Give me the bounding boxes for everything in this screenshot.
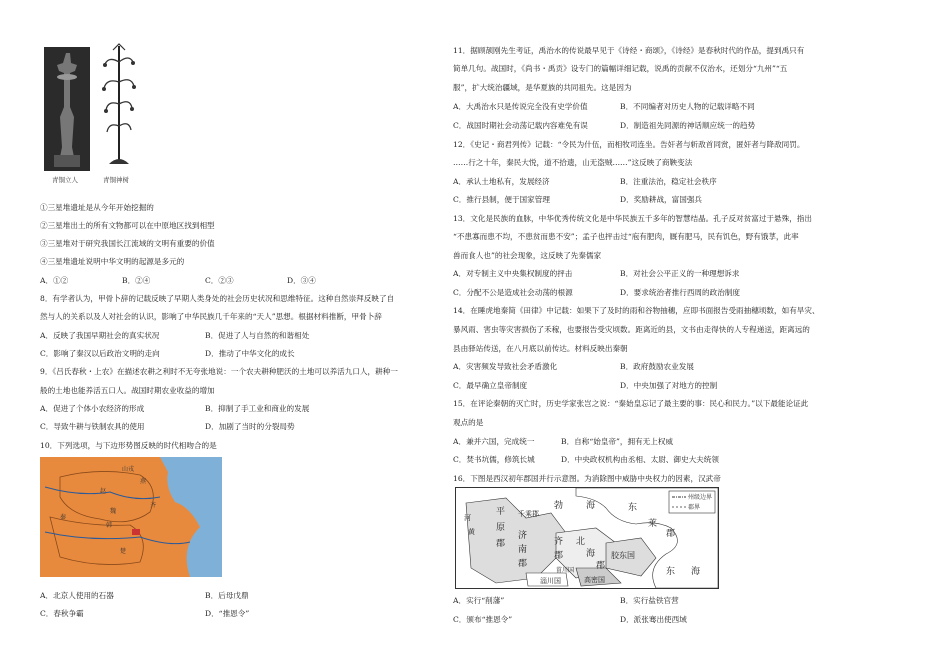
q7-option-c: C．②③: [205, 276, 234, 285]
q13-text-line3: 兽而食人也”的社会现象，这反映了先秦儒家: [453, 251, 602, 260]
map16-label-lai: 莱: [648, 518, 658, 528]
bronze-sacred-tree-photo: [101, 42, 137, 172]
map16-label-he: 河: [464, 515, 471, 522]
map16-label-jun2: 郡: [596, 560, 606, 570]
map16-label-yuan: 原: [496, 522, 506, 532]
q8-option-a: A．反映了我国早期社会的真实状况: [40, 331, 160, 340]
q13-option-d: D．要求统治者推行西周的政治制度: [620, 288, 740, 297]
statement-4: ④三星堆遗址说明中华文明的起源是多元的: [40, 257, 185, 266]
q16-option-d: D．派张骞出使西域: [620, 615, 687, 624]
map16-label-zichuan: 淄川国: [540, 578, 561, 585]
map10-label-han: 韩: [106, 523, 113, 529]
q16-text: 16．下图是西汉初年郡国并行示意图。为消除图中威胁中央权力的因素，汉武帝: [453, 474, 721, 483]
map16-label-gaomi: 高密国: [584, 577, 605, 584]
map16-label-qi: 齐: [554, 536, 564, 546]
q11-option-a: A．大禹治水只是传说完全没有史学价值: [453, 102, 588, 111]
q13-option-a: A．对专制主义中央集权制度的抨击: [453, 269, 573, 278]
q11-option-b: B．不同编者对历史人物的记载详略不同: [620, 102, 755, 111]
q12-option-b: B．注重法治，稳定社会秩序: [620, 177, 717, 186]
statement-2: ②三星堆出土的所有文物都可以在中原地区找到相型: [40, 221, 215, 230]
q7-option-a: A．①②: [40, 276, 69, 285]
map16-label-bei: 北: [576, 536, 586, 546]
map16-label-ji: 济: [518, 530, 528, 540]
map10-label-qi: 齐: [150, 503, 157, 509]
q11-text-line1: 11．据顾颉刚先生考证，禹治水的传说最早见于《诗经・商颂》，《诗经》是春秋时代的作品，提到禹只有: [453, 46, 805, 55]
q8-text-line2: 然与人的关系以及人对社会的认识，影响了中华民族几千年来的“天人”思想。根据材料推断，甲骨卜辞: [40, 312, 382, 321]
western-han-commandery-map: [455, 487, 719, 589]
map16-label-jun: 郡: [496, 538, 506, 548]
q16-option-c: C．颁布“推恩令”: [453, 615, 513, 624]
map16-label-huang: 黄: [468, 529, 475, 536]
bronze-standing-figure-photo: [44, 47, 90, 171]
q10-text: 10．下列选项，与下边形势图反映的时代相吻合的是: [40, 441, 217, 450]
q7-option-b: B．②④: [122, 276, 151, 285]
q14-option-d: D．中央加强了对地方的控制: [620, 381, 718, 390]
map16-label-dong: 东: [628, 502, 638, 512]
q8-text-line1: 8．有学者认为，甲骨卜辞的记载反映了早期人类身处的社会历史状况和思维特征。这种自然崇拜反映了自: [40, 294, 395, 303]
q9-text-line1: 9．《吕氏春秋・上农》在描述农耕之利时不无夸张地说：一个农夫耕种肥沃的土地可以养活九口人，耕种一: [40, 367, 398, 376]
q15-option-a: A．兼并六国，完成统一: [453, 437, 535, 446]
q14-text-line1: 14．在睡虎地秦简《田律》中记载：如果下了及时的雨和谷物抽穗，应即书面报告受雨抽穗顷数，如有旱灾、: [453, 306, 820, 315]
q15-text-line2: 观点的是: [453, 418, 484, 427]
q10-option-c: C．春秋争霸: [40, 609, 84, 618]
map16-label-ping: 平: [496, 506, 506, 516]
q15-option-d: D．中央政权机构由丞相、太尉、御史大夫统领: [561, 455, 719, 464]
map16-label-qiancheng: 千乘郡: [518, 511, 539, 518]
map16-label-bo: 勃: [554, 500, 564, 510]
q15-option-c: C．焚书坑儒，修筑长城: [453, 455, 535, 464]
map10-label-chu: 楚: [120, 549, 127, 555]
q11-option-c: C．战国时期社会动荡记载内容难免有误: [453, 121, 588, 130]
q14-text-line2: 暴风雨、害虫等灾害损伤了禾稼，也要报告受灾顷数。距离近的县，文书由走得快的人专程递送，距离远的: [453, 325, 810, 334]
map16-label-qi-jun: 郡: [554, 550, 564, 560]
q11-text-line2: 简单几句。战国时，《尚书・禹贡》设专门的篇幅详细记载，说禹的贡献不仅治水，还划分“九州”“五: [453, 64, 788, 73]
map16-label-ji-jun: 郡: [518, 558, 528, 568]
q10-option-d: D．“推恩令”: [205, 609, 250, 618]
q14-option-c: C．最早确立皇帝制度: [453, 381, 528, 390]
q9-option-a: A．促进了个体小农经济的形成: [40, 404, 145, 413]
q12-option-a: A．承认土地私有，发展经济: [453, 177, 550, 186]
map16-label-nan: 南: [518, 544, 528, 554]
q13-option-b: B．对社会公平正义的一种理想诉求: [620, 269, 740, 278]
q7-option-d: D．③④: [287, 276, 316, 285]
q10-option-b: B．后母戊鼎: [205, 591, 249, 600]
q13-text-line1: 13．文化是民族的血脉，中华优秀传统文化是中华民族五千多年的智慧结晶。孔子反对贫富过于悬殊，指出: [453, 214, 812, 223]
q15-option-b: B．自称“始皇帝”，拥有无上权威: [561, 437, 674, 446]
map16-label-dong2: 东: [666, 566, 676, 576]
q12-text-line1: 12．《史记・商君列传》记载：“令民为什伍，而相牧司连坐。告奸者与斩敌首同赏，匿奸者与降敌同罚。: [453, 140, 805, 149]
statement-3: ③三星堆对于研究我国长江流域的文明有重要的价值: [40, 239, 215, 248]
q11-option-d: D．制造祖先同源的神话顺应统一的趋势: [620, 121, 756, 130]
q8-option-b: B．促进了人与自然的和谐相处: [205, 331, 310, 340]
q9-option-c: C．导致牛耕与铁制农具的使用: [40, 422, 145, 431]
q9-option-d: D．加剧了当时的分裂局势: [205, 422, 295, 431]
map16-label-hai3: 海: [691, 566, 701, 576]
map16-label-hai2: 海: [586, 548, 596, 558]
q10-option-a: A．北京人使用的石器: [40, 591, 114, 600]
legend-province-border: 州级边界: [688, 495, 713, 501]
map10-label-wei: 魏: [110, 509, 117, 515]
q15-text-line1: 15．在评论秦朝的灭亡时，历史学家张岂之说：“秦始皇忘记了最主要的事：民心和民力。”以下最能论证此: [453, 399, 809, 408]
q12-text-line2: ……行之十年，秦民大悦，道不拾遗，山无盗贼……”这反映了商鞅变法: [453, 158, 693, 167]
photo2-caption: 青铜神树: [103, 176, 129, 184]
q8-option-d: D．推动了中华文化的成长: [205, 349, 295, 358]
q9-option-b: B．抑制了手工业和商业的发展: [205, 404, 310, 413]
map10-label-qin: 秦: [60, 515, 67, 521]
q12-option-d: D．奖励耕战，富国强兵: [620, 195, 703, 204]
q13-option-c: C．分配不公是造成社会动荡的根源: [453, 288, 573, 297]
q14-option-b: B．政府鼓励农业发展: [620, 362, 694, 371]
q8-option-c: C．影响了秦汉以后政治文明的走向: [40, 349, 160, 358]
legend-commandery-border: 郡界: [688, 505, 701, 511]
map16-label-hai: 海: [586, 500, 596, 510]
map16-label-jiaodong: 胶东国: [611, 551, 635, 560]
photo1-caption: 青铜立人: [52, 176, 78, 184]
q13-text-line2: “不患寡而患不均，不患贫而患不安”；孟子也抨击过“庖有肥肉，厩有肥马，民有饥色，野有饿莩，此率: [453, 232, 799, 241]
map10-label-yan: 燕: [140, 479, 147, 485]
q12-option-c: C．推行县制，便于国家管理: [453, 195, 550, 204]
map10-label-zhao: 赵: [100, 489, 107, 495]
map16-label-zichuan-guo: 菑川国: [556, 568, 575, 574]
warring-states-map: [40, 457, 222, 577]
q16-option-a: A．实行“削藩”: [453, 596, 505, 605]
map16-label-lai-jun: 郡: [666, 528, 676, 538]
map10-label-shanrong: 山戎: [122, 467, 135, 473]
q16-option-b: B．实行盐铁官营: [620, 596, 679, 605]
q14-text-line3: 县由驿站传送，在八月底以前传达。材料反映出秦朝: [453, 344, 628, 353]
statement-1: ①三星堆遗址是从今年开始挖掘的: [40, 203, 154, 212]
q14-option-a: A．灾害频发导致社会矛盾激化: [453, 362, 558, 371]
q11-text-line3: 服”，扩大统治疆域，是华夏族的共同祖先。这是因为: [453, 83, 632, 92]
q9-text-line2: 般的土地也能养活五口人。战国时期农业收益的增加: [40, 386, 215, 395]
